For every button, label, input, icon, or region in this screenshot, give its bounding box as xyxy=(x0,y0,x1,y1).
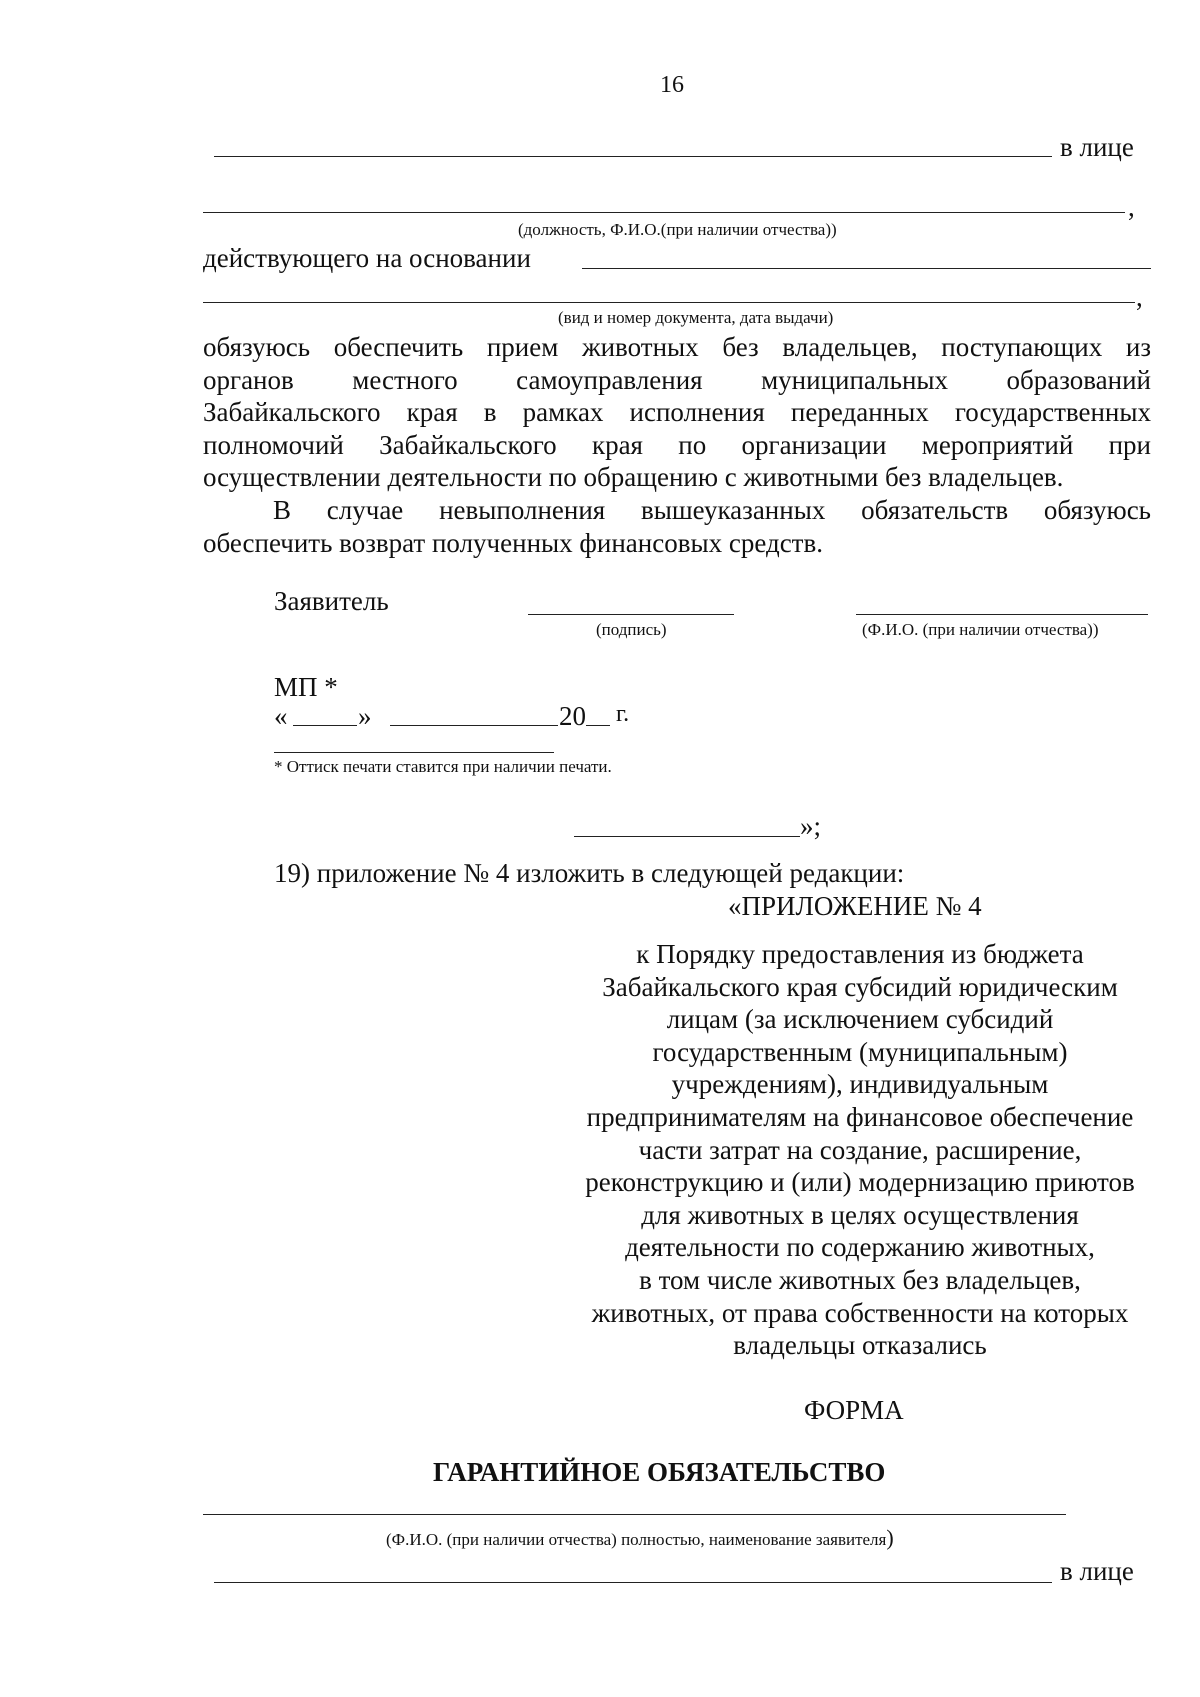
footnote: * Оттиск печати ставится при наличии печати. xyxy=(274,757,612,776)
caption-position: (должность, Ф.И.О.(при наличии отчества)) xyxy=(518,220,837,239)
applicant-label: Заявитель xyxy=(274,586,389,616)
blank-line-organization xyxy=(214,156,1052,157)
caption-signature: (подпись) xyxy=(596,620,667,639)
caption-document: (вид и номер документа, дата выдачи) xyxy=(558,308,834,327)
paragraph-line: обеспечить возврат полученных финансовых средств. xyxy=(203,527,823,558)
signature-line xyxy=(528,614,734,615)
appendix-line: учреждениям), индивидуальным xyxy=(671,1069,1049,1100)
day-line xyxy=(293,725,357,726)
quote-open: « xyxy=(274,701,288,731)
paragraph-line: В случае невыполнения вышеуказанных обязательств обязуюсь xyxy=(273,495,1151,525)
paragraph-line: Забайкальского края в рамках исполнения переданных государственных xyxy=(203,397,1151,427)
appendix-description xyxy=(560,938,1160,1362)
page-number: 16 xyxy=(660,72,684,98)
blank-line-position xyxy=(203,212,1125,213)
quote-close: » xyxy=(358,701,372,731)
closing-line xyxy=(574,836,800,837)
appendix-line: в том числе животных без владельцев, xyxy=(639,1264,1081,1295)
item-19: 19) приложение № 4 изложить в следующей редакции: xyxy=(274,858,905,888)
caption-name: (Ф.И.О. (при наличии отчества)) xyxy=(862,620,1099,639)
appendix-line: владельцы отказались xyxy=(733,1330,987,1361)
paragraph-obligation xyxy=(203,331,1151,494)
appendix-line: для животных в целях осуществления xyxy=(641,1199,1079,1230)
blank-line-representative xyxy=(214,1582,1052,1583)
caption-applicant-text: (Ф.И.О. (при наличии отчества) полностью, наименование заявителя xyxy=(386,1530,887,1549)
name-line xyxy=(856,614,1148,615)
month-line xyxy=(390,725,558,726)
paragraph-line: полномочий Забайкальского края по организации мероприятий при xyxy=(203,429,1151,460)
year-prefix: 20 xyxy=(559,701,586,731)
appendix-line: предпринимателям на финансовое обеспечение xyxy=(586,1101,1134,1132)
year-line xyxy=(586,725,610,726)
paragraph-line: органов местного самоуправления муниципальных образований xyxy=(203,364,1151,395)
appendix-line: реконструкцию и (или) модернизацию приютов xyxy=(585,1167,1135,1198)
appendix-line: животных, от права собственности на которых xyxy=(591,1297,1129,1328)
caption-applicant-paren: ) xyxy=(886,1525,894,1550)
mp-label: МП * xyxy=(274,672,338,702)
comma-2: , xyxy=(1136,282,1143,312)
blank-line-applicant xyxy=(203,1514,1066,1515)
paragraph-refund xyxy=(203,494,1151,559)
paragraph-line: осуществлении деятельности по обращению с животными без владельцев. xyxy=(203,462,1064,492)
acting-basis-label: действующего на основании xyxy=(203,243,531,273)
appendix-line: деятельности по содержанию животных, xyxy=(625,1232,1095,1263)
paragraph-line: обязуюсь обеспечить прием животных без владельцев, поступающих из xyxy=(203,332,1151,362)
appendix-line: лицам (за исключением субсидий xyxy=(666,1004,1054,1035)
appendix-line: государственным (муниципальным) xyxy=(652,1036,1068,1067)
appendix-title: «ПРИЛОЖЕНИЕ № 4 xyxy=(728,891,982,921)
footnote-separator xyxy=(274,752,554,753)
appendix-line: к Порядку предоставления из бюджета xyxy=(636,939,1084,969)
form-label: ФОРМА xyxy=(804,1395,904,1425)
blank-line-document xyxy=(203,302,1135,303)
year-suffix: г. xyxy=(616,701,630,727)
v-litse-bottom-label: в лице xyxy=(1060,1556,1134,1586)
comma-1: , xyxy=(1128,192,1135,222)
blank-line-basis xyxy=(582,268,1151,269)
closing-quote: »; xyxy=(800,811,822,841)
appendix-line: части затрат на создание, расширение, xyxy=(638,1134,1082,1165)
document-title: ГАРАНТИЙНОЕ ОБЯЗАТЕЛЬСТВО xyxy=(433,1457,886,1487)
caption-applicant xyxy=(386,1525,894,1551)
v-litse-label: в лице xyxy=(1060,132,1134,162)
appendix-line: Забайкальского края субсидий юридическим xyxy=(602,971,1118,1002)
